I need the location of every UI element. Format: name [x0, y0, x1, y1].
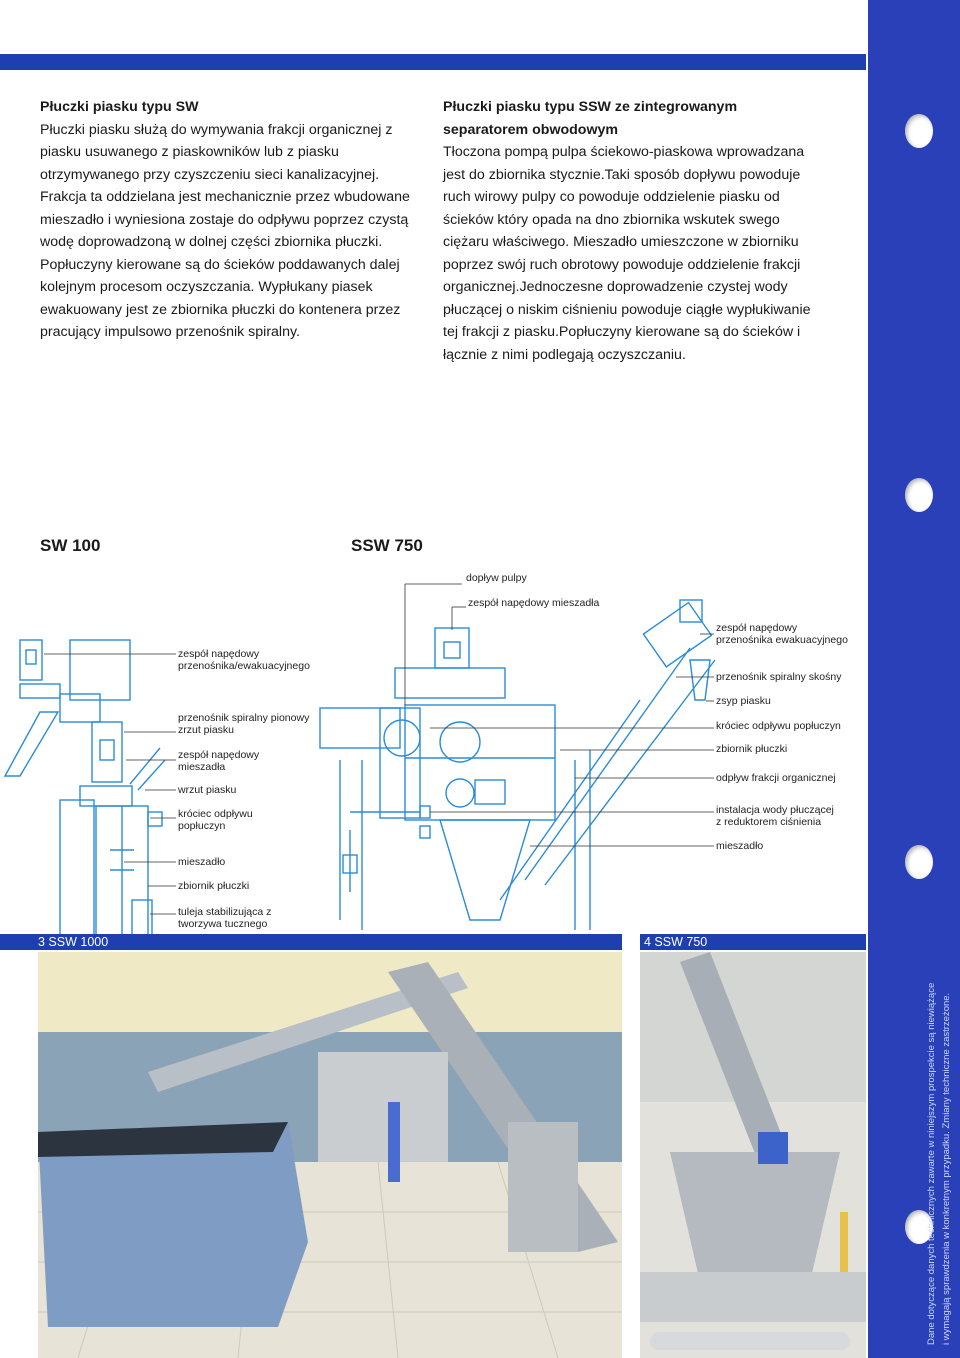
sw100-label-mixer: mieszadło	[178, 856, 226, 868]
sw-text: Płuczki piasku służą do wymywania frakcji organicznej z piasku usuwanego z piaskowników lub z piasku otrzymywanego przy czyszczeniu sieci kanalizacyjnej. Frakcja ta oddzielana jest mechanicznie przez wbudowane mieszadło i wyniesiona zostaje do odpływu poprzez czystą wodę doprowadzoną w dolnej części zbiornika płuczki. Popłuczyny kierowane są do ścieków poddawanych dalej kolejnym procesom oczyszczania. Wypłukany piasek ewakuowany jest ze zbiornika płuczki do kontenera przez pracujący impulsowo przenośnik spiralny.	[40, 121, 410, 340]
ssw750-label-inclined-conveyor: przenośnik spiralny skośny	[716, 671, 842, 683]
binder-hole	[905, 114, 933, 148]
photo-caption-ssw1000: 3 SSW 1000	[0, 934, 622, 950]
sw100-leader-lines	[44, 654, 176, 914]
ssw750-label-organic-outflow: odpływ frakcji organicznej	[716, 772, 836, 784]
sw-title: Płuczki piasku typu SW	[40, 99, 199, 115]
photo-ssw750-installation	[640, 952, 866, 1358]
photo-ssw1000-installation	[38, 952, 622, 1358]
ssw750-leader-lines	[405, 584, 714, 846]
model-label-ssw750: SSW 750	[351, 536, 423, 555]
sw100-label-vertical-conveyor: przenośnik spiralny pionowy zrzut piasku	[178, 712, 310, 736]
disclaimer-note: Dane dotyczące danych technicznych zawarte w niniejszym prospekcie są niewiążące i wymagają sprawdzenia w konkretnym przypadku. Zmiany techniczne zastrzeżone.	[926, 982, 952, 1345]
ssw750-label-water-install: instalacja wody płuczącej z reduktorem ciśnienia	[716, 804, 834, 828]
ssw-section	[443, 96, 821, 366]
ssw750-label-drive-conveyor: zespół napędowy przenośnika ewakuacyjnego	[716, 622, 848, 646]
ssw750-label-rinse-outlet: króciec odpływu popłuczyn	[716, 720, 841, 732]
ssw-title: Płuczki piasku typu SSW ze zintegrowanym separatorem obwodowym	[443, 99, 738, 138]
model-label-sw100: SW 100	[40, 536, 101, 555]
sw100-label-drive-conveyor: zespół napędowy przenośnika/ewakuacyjnego	[178, 648, 310, 672]
ssw-text: Tłoczona pompą pulpa ściekowo-piaskowa wprowadzana jest do zbiornika stycznie.Taki sposób dopływu powoduje ruch wirowy pulpy co powoduje oddzielenie piasku od ścieków który opada na dno zbiornika wskutek swego ciężaru właściwego. Mieszadło umieszczone w zbiorniku poprzez swój ruch obrotowy powoduje oddzielenie frakcji organicznej.Jednoczesne doprowadzenie czystej wody płuczącej o niskim ciśnieniu powoduje ciągłe wypłukiwanie tej frakcji z piasku.Popłuczyny kierowane są do ścieków i łącznie z nimi podlegają oczyszczaniu.	[443, 144, 811, 363]
top-blue-bar	[0, 54, 866, 70]
ssw750-label-tank: zbiornik płuczki	[716, 743, 788, 755]
binder-hole	[905, 845, 933, 879]
sw100-label-tank: zbiornik płuczki	[178, 880, 250, 892]
ssw750-label-pulp-inflow: dopływ pulpy	[466, 572, 527, 584]
binder-hole	[905, 478, 933, 512]
ssw750-label-mixer: mieszadło	[716, 840, 764, 852]
sw100-label-rinse-outlet: króciec odpływu popłuczyn	[178, 808, 253, 832]
ssw750-label-drive-mixer: zespół napędowy mieszadła	[468, 597, 600, 609]
sw-section	[40, 96, 415, 344]
sw100-label-drive-mixer: zespół napędowy mieszadła	[178, 749, 260, 773]
ssw750-label-sand-chute: zsyp piasku	[716, 695, 771, 707]
ssw750-drawing	[320, 600, 715, 930]
sw100-label-sand-inlet: wrzut piasku	[178, 784, 237, 796]
sw100-drawing	[5, 640, 165, 936]
photo-caption-ssw750: 4 SSW 750	[640, 934, 866, 950]
sw100-label-sleeve: tuleja stabilizująca z tworzywa tucznego	[178, 906, 272, 930]
